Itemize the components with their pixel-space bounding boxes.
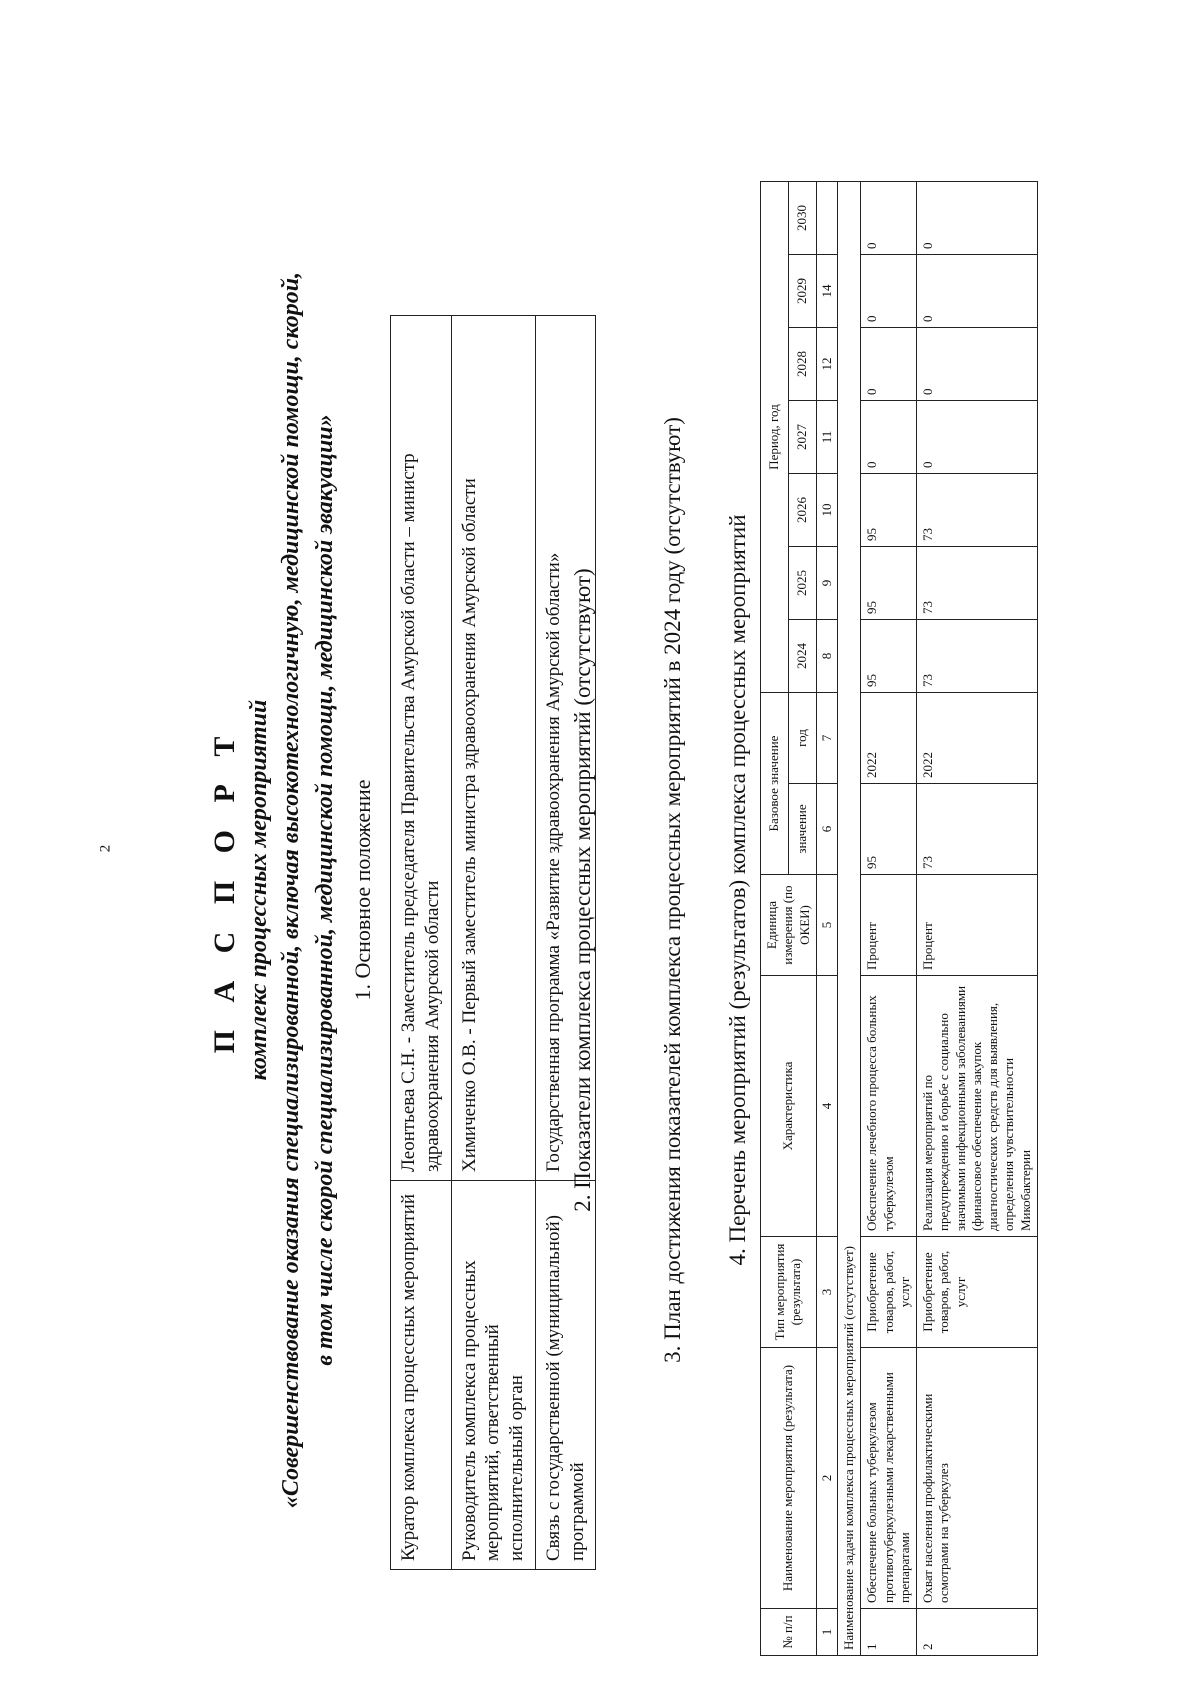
measures-table xyxy=(760,181,1038,1656)
col-year-header: 2029 xyxy=(788,255,816,328)
measure-characteristic: Обеспечение лечебного процесса больных туберкулезом xyxy=(861,976,917,1237)
measure-name: Охват населения профилактическими осмотрами на туберкулез xyxy=(917,1348,1038,1609)
period-value: 0 xyxy=(861,328,917,401)
column-number: 2 xyxy=(816,1348,837,1609)
measure-type: Приобретение товаров, работ, услуг xyxy=(861,1237,917,1348)
task-name: Наименование задачи комплекса процессных мероприятий (отсутствует) xyxy=(838,182,861,1656)
column-number: 8 xyxy=(816,620,837,693)
col-period-header: Период, год xyxy=(761,182,789,693)
section4-title: 4. Перечень мероприятий (результатов) комплекса процессных мероприятий xyxy=(725,514,750,1266)
period-value: 0 xyxy=(917,255,1038,328)
period-value: 73 xyxy=(917,474,1038,547)
col-year-header: 2025 xyxy=(788,547,816,620)
column-number: 14 xyxy=(816,255,837,328)
section2-title: 2. Показатели комплекса процессных мероприятий (отсутствуют) xyxy=(570,568,595,1212)
measure-unit: Процент xyxy=(861,875,917,976)
column-number: 11 xyxy=(816,401,837,474)
period-value: 0 xyxy=(917,328,1038,401)
head-label: Руководитель комплекса процессных мероприятий, ответственный исполнительный орган xyxy=(451,1181,535,1570)
measure-name: Обеспечение больных туберкулезом противотуберкулезными лекарственными препаратами xyxy=(861,1348,917,1609)
column-number-row xyxy=(816,182,837,1656)
curator-value: Леонтьева С.Н. - Заместитель председателя Правительства Амурской области – министр здравоохранения Амурской области xyxy=(391,316,452,1181)
period-value: 95 xyxy=(861,547,917,620)
general-info-table xyxy=(390,315,596,1570)
col-year-header: 2027 xyxy=(788,401,816,474)
measure-unit: Процент xyxy=(917,875,1038,976)
column-number: 12 xyxy=(816,328,837,401)
period-value: 0 xyxy=(917,182,1038,255)
rotated-document xyxy=(140,110,1150,1670)
col-unit-header: Единица измерения (по ОКЕИ) xyxy=(761,875,817,976)
header-row-1 xyxy=(761,182,789,1656)
col-num-header: № п/п xyxy=(761,1609,817,1656)
base-year: 2022 xyxy=(917,693,1038,784)
column-number xyxy=(816,182,837,255)
col-year-header: 2026 xyxy=(788,474,816,547)
complex-subtitle: комплекс процессных мероприятий xyxy=(246,699,272,1081)
column-number: 5 xyxy=(816,875,837,976)
base-year: 2022 xyxy=(861,693,917,784)
measure-type: Приобретение товаров, работ, услуг xyxy=(917,1237,1038,1348)
head-value: Химиченко О.В. - Первый заместитель министра здравоохранения Амурской области xyxy=(451,316,535,1181)
row-num: 2 xyxy=(917,1609,1038,1656)
col-year-header: 2030 xyxy=(788,182,816,255)
column-number: 3 xyxy=(816,1237,837,1348)
general-row-head xyxy=(451,316,535,1570)
passport-title: П А С П О Р Т xyxy=(208,726,241,1054)
table-row xyxy=(917,182,1038,1656)
page-number: 2 xyxy=(97,844,114,853)
col-base-header: Базовое значение xyxy=(761,693,789,875)
period-value: 95 xyxy=(861,474,917,547)
column-number: 10 xyxy=(816,474,837,547)
period-value: 73 xyxy=(917,620,1038,693)
table-row xyxy=(861,182,917,1656)
section3-title: 3. План достижения показателей комплекса процессных мероприятий в 2024 году (отсутствуют) xyxy=(660,417,685,1363)
col-type-header: Тип мероприятия (результата) xyxy=(761,1237,817,1348)
column-number: 6 xyxy=(816,784,837,875)
base-value: 73 xyxy=(917,784,1038,875)
col-name-header: Наименование мероприятия (результата) xyxy=(761,1348,817,1609)
column-number: 9 xyxy=(816,547,837,620)
program-link-value: Государственная программа «Развитие здравоохранения Амурской области» xyxy=(535,316,596,1181)
row-num: 1 xyxy=(861,1609,917,1656)
period-value: 73 xyxy=(917,547,1038,620)
measure-characteristic: Реализация мероприятий по предупреждению и борьбе с социально значимыми инфекционными заболеваниями (финансовое обеспечение закупок диагностических средств для выявления, определения чувствительности Микобактерии xyxy=(917,976,1038,1237)
col-characteristic-header: Характеристика xyxy=(761,976,817,1237)
complex-name-line2: в том числе скорой специализированной, медицинской помощи, медицинской эвакуации» xyxy=(312,414,338,1366)
program-link-label: Связь с государственной (муниципальной) программой xyxy=(535,1181,596,1570)
column-number: 4 xyxy=(816,976,837,1237)
section1-title: 1. Основное положение xyxy=(350,779,375,1001)
period-value: 0 xyxy=(861,182,917,255)
period-value: 0 xyxy=(917,401,1038,474)
period-value: 0 xyxy=(861,401,917,474)
curator-label: Куратор комплекса процессных мероприятий xyxy=(391,1181,452,1570)
col-year-header: 2024 xyxy=(788,620,816,693)
task-row xyxy=(838,182,861,1656)
column-number: 1 xyxy=(816,1609,837,1656)
col-base-year-header: год xyxy=(788,693,816,784)
column-number: 7 xyxy=(816,693,837,784)
col-base-value-header: значение xyxy=(788,784,816,875)
base-value: 95 xyxy=(861,784,917,875)
period-value: 95 xyxy=(861,620,917,693)
col-year-header: 2028 xyxy=(788,328,816,401)
complex-name-line1: «Совершенствование оказания специализированной, включая высокотехнологичную, медицинской помощи, скорой, xyxy=(278,271,304,1509)
period-value: 0 xyxy=(861,255,917,328)
general-row-curator xyxy=(391,316,452,1570)
